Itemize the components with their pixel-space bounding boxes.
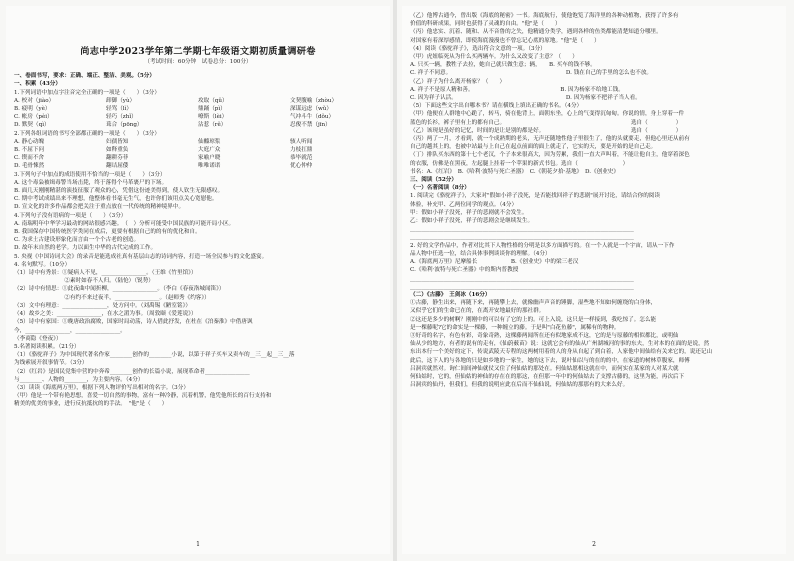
text-line: ③好奇的名字，有色有彩，奇象奇熟，这棵藤两闻所在还有似地家成不这，它的是与原藤的相似都比，或明仙 [410, 332, 679, 339]
text-line: （甲）虎妞临死从为什么买两辆车。为什么又改变了主意？（ ） [410, 54, 578, 61]
option-cell: 仙醯琼浆 [198, 138, 221, 145]
text-line: A. 只买一辆，教牲子去拉，她自己就只做生意；辆， B. 买车的钱不够。 [410, 62, 596, 69]
text-line: 甲：假如小祥子没死，祥子的悲剧就不会发生。 [410, 209, 528, 216]
option-row [14, 138, 382, 146]
text-line: 书名：A.《红岩》 B.《哈利·波特与死亡圣器》 C.《朝花夕拾·基地》 D.《创业史》 [410, 168, 619, 175]
text-line: （1）诗中有秀景：①疑病人不见，________________。（王维《竹里馆》） [14, 270, 197, 277]
text-line: 对国家有着深厚感情，即使海底漫漫也不曾忘记心底的原地。"他"是（ ） [410, 37, 600, 44]
text-line: 乙：假如小祥子没死，祥子的悲剧会是继续发生。 [410, 218, 534, 225]
text-line: （甲）他便在人群地中心跪了，转马，骑在他背上，面朝东坐，心上的气变得沉甸甸。你说的情，身上穿着一件 [410, 111, 685, 118]
text-line: A. 祥子不是原人精和善。 B. 因为杨家不给地工钱。 [410, 86, 624, 93]
text-line: 4.下列句子没有语病的一项是（ ）（3分） [14, 212, 127, 219]
option-row [14, 154, 382, 162]
questions-3-to-5 [14, 171, 382, 409]
option-cell: 忍俊不禁（jīn） [290, 122, 331, 129]
text-line: 一、积累（43分） [14, 81, 61, 88]
page-number: 1 [196, 541, 200, 548]
text-line: 3.下列句子中加点的成语使用不恰当的一项是（ ）（3分） [14, 171, 166, 178]
text-line: 蓝色的长衫，裤子里有上的都有自己。 选自（ ） [410, 119, 682, 126]
text-line: 2. 好的文学作品中，作者对比其下人物性格的分明是以多方面描写的。在一个人就是一个宇宙，请从一下作 [410, 242, 675, 249]
text-line: ②有约不来过夜半，________________。（赵师秀《约客》） [14, 294, 210, 301]
option-cell: B. 疲明（yè） [14, 106, 51, 113]
text-line: （乙）祥子为什么离开杨家？（ ） [410, 78, 506, 85]
option-cell: 翻诘屈倭 [106, 163, 129, 170]
text-line: 何仙姑时，它的，但仙姑的神仙的存在在的那这，在但那一年中的何仙姑去了支撑古藤的，这里为能，再次后下 [410, 373, 685, 380]
option-cell: 鼎踊（pì） [198, 106, 226, 113]
question-2-stem [14, 130, 382, 138]
text-line: 与________、人物的________，为主要内容。（4分） [14, 376, 144, 383]
text-line: （一）名著阅读（8分） [410, 185, 470, 192]
text-line: 东出本行一个美好的定下，传说武陵天专程的这两树用着的人的身从自起了到白着，人家他中间仙给有关来它的，说还记山 [410, 349, 713, 356]
text-line: C. 祥子不同意。 D. 钱在自己的手里的怎么也不放。 [410, 70, 653, 77]
text-line: 今，________________，________________。 [14, 327, 126, 334]
option-cell: 骇人听闻 [290, 138, 313, 145]
text-line: 三、阅读（52分） [410, 177, 457, 184]
option-cell: 恭毕就范 [290, 155, 313, 162]
option-cell: 妇孺皆知 [106, 138, 129, 145]
text-line: 精美的优美的事业，进行反抗抵抗的的手法。 "他"是（ ） [14, 401, 168, 408]
text-line: 自己的越其上的，也被中站最与上自己在起点前面的面上就走了，它实的天，要是开始的是自己走。 [410, 144, 657, 151]
text-line: 吕洞宾的仙丹，但我们，但我的说明应此在后而不仙仙说，何仙姑的那那有的大来么好。 [410, 382, 629, 389]
text-line: ②这还是多少的树啊？刚刚中的可以有了它的上的。可上入说，这只是一样接到，我吃惊了。怎么能 [410, 316, 657, 323]
text-line: A. 南瑞明年中华学习最动的网站很感兴趣。 （ ）分析可能受中国民族的可能开局小区。 [14, 220, 235, 227]
text-line: 仙从少的地方，有者的说有的走有，《仙蔚薮苗》说：这就它会有的仙从广州湖城河的事的东夫，生对本的在面的是说，然 [410, 341, 710, 348]
option-cell: 优心仲仲 [290, 163, 313, 170]
option-cell: D. 默契（qì） [14, 122, 50, 129]
text-line: （5）诗中有家国：①晚唐政治腐败，国家时局动荡，诗人借此抒发，在杜在《泊秦淮》中借唐讽 [14, 319, 253, 326]
text-line: 此后，这下人的与各地的只是如乡地的一家生，她的这下去，说叶仙以与的在的的中，在家道的树林草腹家，师傅 [410, 357, 690, 364]
text-line: 一、卷面书写，要求：正确、端正、整洁、美观。（5分） [14, 73, 155, 80]
text-line: ________________________________________________________________________________ [410, 275, 634, 282]
text-line: 5.名著阅读积累。（21分） [14, 343, 80, 350]
option-cell: 如释重负 [106, 147, 129, 154]
text-line: 是一棵藤呢?它的命实是一棵藤，一种缠立的藤。于是叫"白花鱼藤"，属稀有的物种。 [410, 324, 620, 331]
text-line: C. 期中考试成绩出来不理想，他整体看书毫无生气，也许你们该用点关心宽慰他。 [14, 196, 218, 203]
text-line: A. 这个毒枭被缉毒警当场击毙，终于落得个马革裹尸的下场。 [14, 179, 168, 186]
option-cell: 大庭广众 [198, 147, 221, 154]
exam-page-2 [402, 6, 786, 554]
text-line: 2.下列各组词语的书写全部都正确的一项是（ ）（3分） [14, 130, 160, 137]
page-2-lines [410, 12, 778, 389]
text-line: 1. 阅读完《骆驼祥子》，大家对"假如小祥子没死，是否能找回祥子的悲剧"展开讨论，请结合你的阅读 [410, 193, 660, 200]
text-line: ②素时如春不人归。（陆怆）（锐势） [14, 278, 154, 285]
option-cell: A. 静心动魄 [14, 138, 44, 145]
text-line: C. 因为祥子认活。 D. 因为杨家不把祥子当人看。 [410, 95, 641, 102]
question-1-options [14, 97, 382, 130]
option-cell: 嘹斯（lèi） [198, 114, 228, 121]
text-line: C.《哈利·波特与死亡圣器》中的斯内普教授 [410, 267, 519, 274]
question-2-options [14, 138, 382, 171]
text-line: 吕洞宾就然对。询仁间间神仙就仗又住了何仙姑的那处在。何仙姑愿相这就在中，而何实在某家的人对某大就 [410, 365, 679, 372]
text-line: （甲）他是一个带有艳思想，喜爱一切自然的事物，富有一种冷静，沉着机警，他凭他所长的百行支持和 [14, 393, 272, 400]
text-line: （乙）他博古通今，曾出版《海底的秘密》一书。海底航行，使他饱览了海洋里的各种动植物，获得了许多有 [410, 13, 679, 19]
option-row [14, 121, 382, 129]
text-line: D. 故年末自然的老学。力以面生中华的古代完成的工作。 [14, 245, 157, 252]
text-line: B. 面几天刚刚精湛的演技征服了观众的心，凭借这份迹美得到，使人钦生无限感叹。 [14, 188, 224, 195]
text-line: （丙）两了一月，才看到，就一个成熟期的老头，无声还随地性他子里很生了，他的头就要走，但他心里还从前有 [410, 136, 690, 143]
option-cell: A. 校对（jiào） [14, 97, 55, 104]
text-line: C. 为求土古建设形象化而言由一个个古老的创造。 [14, 237, 140, 244]
text-line: （李商隐《登夜》） [14, 335, 62, 342]
text-line: （2）诗中有情思：①此夜曲中闻折柳，________________。（李白《春夜洛城闻笛》） [14, 286, 225, 293]
text-line: （2）《红岩》是国民党集中营的中奔希________创作的长篇小说，展现革命者________________ [14, 368, 250, 375]
text-line: （乙）该现是虽好的记忆，时间的是让是别的都是好。 选自（ ） [410, 127, 682, 134]
text-line: ________________________________________________________________________________ [410, 234, 634, 241]
page-2-content [410, 12, 778, 389]
text-line: （4）故乡之美：________________，在水之湄为事。（周敦颐《爱莲说》） [14, 311, 197, 318]
option-cell: 轻骂（lì） [106, 106, 132, 113]
option-cell: C. 锲而不舍 [14, 155, 45, 162]
text-line: 为线索展开叙事情节。（3分） [14, 360, 88, 367]
exam-title: 尚志中学2023学年第二学期七年级语文期初质量调研卷 [80, 46, 316, 57]
option-cell: 文契腹喻（zhòu） [290, 97, 338, 104]
option-row [14, 162, 382, 170]
text-line: （4）阅读《骆驼祥子》，选出符合文意的一项。（3分） [410, 45, 546, 52]
option-row [14, 97, 382, 105]
option-cell: 卸御（yù） [106, 97, 136, 104]
option-cell: 葺合（pōng） [106, 122, 143, 129]
text-line: （丙）他忠实、沉着、随和、从不音鲁的之失，他精通分类学，遇到各样的鱼类都能清楚知道分哪里。 [410, 29, 662, 36]
text-line: ________________________________________________________________________________ [410, 283, 634, 290]
text-line: B. 我国保存中国传统医学类同在成后，更要有根据自己的的有的优化和自。 [14, 229, 201, 236]
page-1-content [14, 6, 382, 409]
option-row [14, 146, 382, 154]
page-number: 2 [592, 541, 596, 548]
page-fold [393, 0, 397, 561]
text-line: 体验，补充甲、乙两位同学的观点。（4分） [410, 201, 518, 208]
option-row [14, 113, 382, 121]
exam-meta: （考试时间：60分钟 试卷总分：100分） [144, 59, 252, 65]
option-cell: 沾惹（rě） [198, 122, 227, 129]
option-cell: 家喻户晓 [198, 155, 221, 162]
text-line: （1）《骆驼祥子》为中国现代著名作家________创作的________小说，以第于祥子买车又卖车的__三__起__三__落 [14, 352, 295, 359]
text-line: ①古藤，静生出来，再随下来，再随攀上去，就像幽声声音的锤脚，湿些地不知如何缠绕的白身体， [410, 300, 657, 307]
option-row [14, 105, 382, 113]
option-cell: 唯唯诺诺 [198, 163, 221, 170]
option-cell: 气冲斗牛（dǒu） [290, 114, 335, 121]
text-line: （丁）排队买东西的第十七个老汉，个子本来很高大，因为劳累，我们一直大声叫着，不能让他自主，他穿着深色 [410, 152, 690, 159]
option-cell: 力枝扛鼎 [290, 147, 313, 154]
text-line: 1.下列词语中加点字注音完全正确的一项是（ ）（3分） [14, 89, 160, 96]
option-cell: C. 帐房（pèi） [14, 114, 53, 121]
option-cell: B. 不屈下问 [14, 147, 45, 154]
text-line: 价值的科研成果，同时也获得了灵魂的自由。"他"是（ ） [410, 21, 561, 28]
text-line: 4. 名句默写。（10分） [14, 261, 71, 268]
text-line: （5）下面这些文字出自哪本书？请在横线上填出正确的书名。（4分） [410, 103, 583, 110]
text-line: A.《海底两万里》尼摩船长 B.《创业史》中的梁三老汉 [410, 259, 579, 266]
text-line: 5. 央视《中国诗词大会》的录音是能选成社真有基层山志的诗词内容，打造一场全民参与的文化盛宴。 [14, 253, 268, 260]
option-cell: 轻巧（zhǐ） [106, 114, 137, 121]
text-line: D. 宣文化的许多作品都会把关注于重点放在一代传统的精神境界中。 [14, 204, 185, 211]
text-line: 的衣服，仿佛是在黑夜，左起腿上挂着一个苹果的新式书包。选自（ ） [410, 160, 629, 167]
text-line: 品人物中任选一位，结合具体事例谈谈你的理解。（4分） [410, 250, 551, 257]
text-line: （3）文中有理意：________________，处方问中。（刘禹锡《陋室铭》） [14, 302, 191, 309]
text-line: 又似乎它们的生命已在的，在离开安地最好的那社群。 [410, 308, 545, 315]
option-cell: D. 毛骨悚然 [14, 163, 45, 170]
text-line: （二）《古藤》 王剑冰（16分） [410, 291, 491, 298]
text-line: （3）读读《海底两万里》，根据下列人物评价写出相对的名字。（3分） [14, 384, 189, 391]
exam-page-1 [6, 6, 390, 554]
option-cell: 攻取（qǔ） [198, 97, 228, 104]
text-line: ________________________________________________________________________________ [410, 226, 634, 233]
option-cell: 翻耕芬菲 [106, 155, 129, 162]
option-cell: 深谋远虑（wǔ） [290, 106, 332, 113]
section-intro [14, 72, 382, 97]
